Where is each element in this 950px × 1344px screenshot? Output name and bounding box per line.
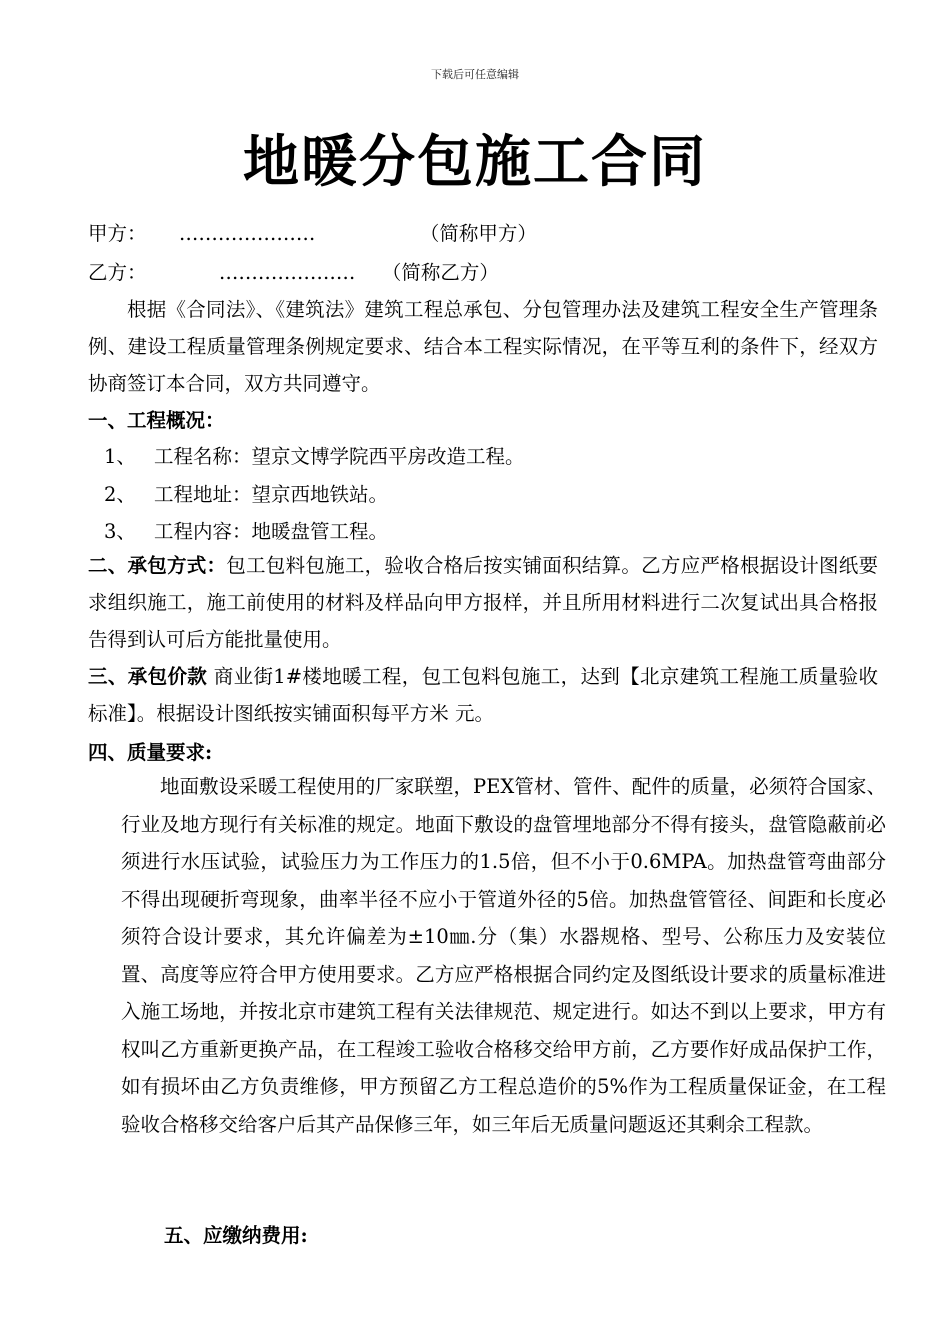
party-a-line — [88, 218, 537, 246]
section4-heading: 四、质量要求: — [88, 741, 213, 764]
list-item-number: 3、 — [104, 520, 136, 543]
list-item-text: 工程名称：望京文博学院西平房改造工程。 — [154, 445, 525, 468]
intro-paragraph: 根据《合同法》、《建筑法》建筑工程总承包、分包管理办法及建筑工程安全生产管理条例、建设工程质量管理条例规定要求、结合本工程实际情况，在平等互利的条件下，经双方协商签订本合同，双方共同遵守。 — [88, 298, 878, 395]
party-b-dots: ………………… — [218, 261, 356, 284]
header-note: 下载后可任意编辑 — [431, 68, 519, 81]
party-a-label: 甲方： — [88, 222, 147, 245]
party-a-note: （简称甲方） — [419, 222, 537, 245]
section1-heading: 一、工程概况： — [88, 409, 225, 432]
party-b-note: （简称乙方） — [381, 261, 499, 284]
list-item-text: 工程内容：地暖盘管工程。 — [154, 520, 389, 543]
party-b-label: 乙方： — [88, 261, 147, 284]
section2-text: 包工包料包施工，验收合格后按实铺面积结算。乙方应严格根据设计图纸要求组织施工，施工前使用的材料及样品向甲方报样，并且所用材料进行二次复试出具合格报告得到认可后方能批量使用。 — [88, 554, 878, 651]
section2-heading: 二、承包方式： — [88, 554, 227, 577]
section5-heading: 五、应缴纳费用: — [164, 1224, 308, 1247]
section3-heading: 三、承包价款 — [88, 665, 208, 688]
section3-paragraph — [88, 658, 878, 732]
section2-paragraph — [88, 547, 878, 658]
list-item — [104, 516, 388, 544]
party-b-line — [88, 257, 499, 285]
party-a-dots: ………………… — [178, 222, 316, 245]
list-item-text: 工程地址：望京西地铁站。 — [154, 483, 389, 506]
quality-requirements-paragraph: 地面敷设采暖工程使用的厂家联塑，PEX管材、管件、配件的质量，必须符合国家、行业及地方现行有关标准的规定。地面下敷设的盘管埋地部分不得有接头，盘管隐蔽前必须进行水压试验，试验压力为工作压力的1.5倍，但不小于0.6MPA。加热盘管弯曲部分不得出现硬折弯现象，曲率半径不应小于管道外径的5倍。加热盘管管径、间距和长度必须符合设计要求，其允许偏差为±10㎜.分（集）水器规格、型号、公称压力及安装位置、高度等应符合甲方使用要求。乙方应严格根据合同约定及图纸设计要求的质量标准进入施工场地，并按北京市建筑工程有关法律规范、规定进行。如达不到以上要求，甲方有权叫乙方重新更换产品，在工程竣工验收合格移交给甲方前，乙方要作好成品保护工作，如有损坏由乙方负责维修，甲方预留乙方工程总造价的5%作为工程质量保证金，在工程验收合格移交给客户后其产品保修三年，如三年后无质量问题返还其剩余工程款。 — [121, 775, 886, 1136]
list-item-number: 2、 — [104, 483, 136, 506]
section3-text: 商业街1#楼地暖工程，包工包料包施工，达到【北京建筑工程施工质量验收标准】。根据设计图纸按实铺面积每平方米 元。 — [88, 665, 878, 725]
list-item-number: 1、 — [104, 445, 136, 468]
list-item — [104, 479, 388, 507]
contract-title: 地暖分包施工合同 — [243, 129, 707, 195]
list-item — [104, 441, 525, 469]
